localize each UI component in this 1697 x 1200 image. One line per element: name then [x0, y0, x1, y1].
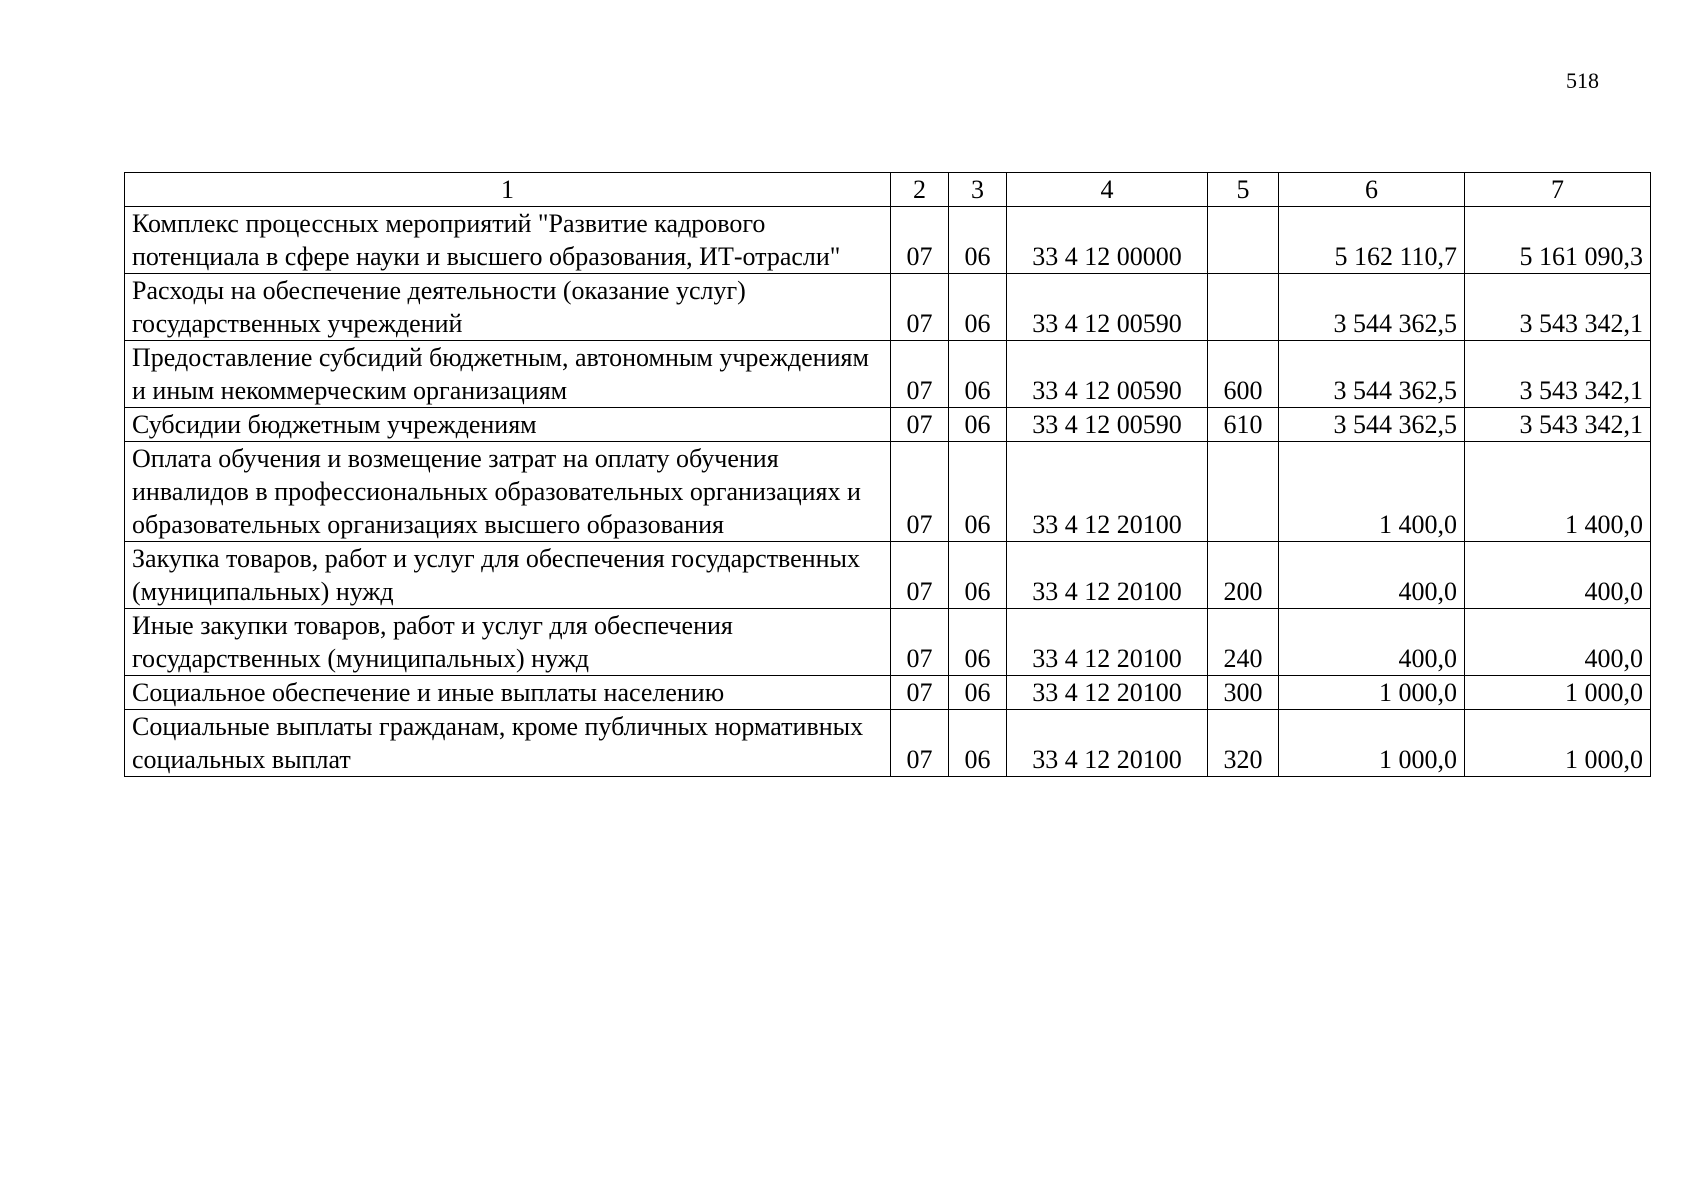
row-target-code: 33 4 12 20100 [1007, 676, 1208, 710]
row-amount-2: 5 161 090,3 [1465, 207, 1651, 274]
table-body [125, 207, 1651, 777]
row-subsection: 06 [949, 274, 1007, 341]
table-row [125, 676, 1651, 710]
row-target-code: 33 4 12 00590 [1007, 408, 1208, 442]
row-expense-type: 320 [1208, 710, 1279, 777]
row-amount-1: 400,0 [1279, 542, 1465, 609]
row-target-code: 33 4 12 20100 [1007, 710, 1208, 777]
row-section: 07 [891, 341, 949, 408]
row-amount-2: 3 543 342,1 [1465, 341, 1651, 408]
table-row [125, 274, 1651, 341]
header-row [125, 173, 1651, 207]
table-row [125, 442, 1651, 542]
row-target-code: 33 4 12 00000 [1007, 207, 1208, 274]
row-section: 07 [891, 609, 949, 676]
row-name: Социальное обеспечение и иные выплаты населению [125, 676, 891, 710]
table-row [125, 542, 1651, 609]
row-subsection: 06 [949, 408, 1007, 442]
column-header: 7 [1465, 173, 1651, 207]
row-target-code: 33 4 12 20100 [1007, 609, 1208, 676]
row-expense-type: 600 [1208, 341, 1279, 408]
row-expense-type [1208, 274, 1279, 341]
row-amount-1: 3 544 362,5 [1279, 341, 1465, 408]
row-expense-type [1208, 207, 1279, 274]
row-target-code: 33 4 12 20100 [1007, 442, 1208, 542]
row-amount-2: 400,0 [1465, 542, 1651, 609]
row-amount-1: 3 544 362,5 [1279, 274, 1465, 341]
row-expense-type: 200 [1208, 542, 1279, 609]
row-amount-1: 3 544 362,5 [1279, 408, 1465, 442]
row-amount-1: 1 400,0 [1279, 442, 1465, 542]
row-section: 07 [891, 408, 949, 442]
row-section: 07 [891, 207, 949, 274]
row-expense-type [1208, 442, 1279, 542]
row-subsection: 06 [949, 609, 1007, 676]
column-header: 3 [949, 173, 1007, 207]
row-name: Расходы на обеспечение деятельности (оказание услуг) государственных учреждений [125, 274, 891, 341]
row-subsection: 06 [949, 710, 1007, 777]
row-section: 07 [891, 676, 949, 710]
page-number: 518 [1566, 68, 1599, 93]
row-subsection: 06 [949, 442, 1007, 542]
column-header: 6 [1279, 173, 1465, 207]
row-amount-2: 1 000,0 [1465, 676, 1651, 710]
column-header: 5 [1208, 173, 1279, 207]
row-amount-2: 3 543 342,1 [1465, 408, 1651, 442]
table-row [125, 710, 1651, 777]
row-name: Субсидии бюджетным учреждениям [125, 408, 891, 442]
row-name: Иные закупки товаров, работ и услуг для обеспечения государственных (муниципальных) нужд [125, 609, 891, 676]
row-target-code: 33 4 12 00590 [1007, 341, 1208, 408]
row-amount-1: 1 000,0 [1279, 676, 1465, 710]
row-expense-type: 240 [1208, 609, 1279, 676]
row-section: 07 [891, 542, 949, 609]
row-target-code: 33 4 12 00590 [1007, 274, 1208, 341]
table-row [125, 341, 1651, 408]
row-subsection: 06 [949, 207, 1007, 274]
row-amount-1: 1 000,0 [1279, 710, 1465, 777]
row-amount-2: 3 543 342,1 [1465, 274, 1651, 341]
row-section: 07 [891, 710, 949, 777]
row-name: Комплекс процессных мероприятий "Развитие кадрового потенциала в сфере науки и высшего образования, ИТ-отрасли" [125, 207, 891, 274]
row-expense-type: 300 [1208, 676, 1279, 710]
row-amount-2: 1 400,0 [1465, 442, 1651, 542]
row-name: Оплата обучения и возмещение затрат на оплату обучения инвалидов в профессиональных образовательных организациях и образовательных организациях высшего образования [125, 442, 891, 542]
table-row [125, 207, 1651, 274]
row-expense-type: 610 [1208, 408, 1279, 442]
row-subsection: 06 [949, 676, 1007, 710]
row-amount-2: 400,0 [1465, 609, 1651, 676]
row-section: 07 [891, 274, 949, 341]
row-name: Социальные выплаты гражданам, кроме публичных нормативных социальных выплат [125, 710, 891, 777]
row-amount-2: 1 000,0 [1465, 710, 1651, 777]
row-target-code: 33 4 12 20100 [1007, 542, 1208, 609]
row-name: Предоставление субсидий бюджетным, автономным учреждениям и иным некоммерческим организациям [125, 341, 891, 408]
column-header: 1 [125, 173, 891, 207]
row-amount-1: 400,0 [1279, 609, 1465, 676]
table-row [125, 408, 1651, 442]
row-amount-1: 5 162 110,7 [1279, 207, 1465, 274]
row-name: Закупка товаров, работ и услуг для обеспечения государственных (муниципальных) нужд [125, 542, 891, 609]
column-header: 2 [891, 173, 949, 207]
row-section: 07 [891, 442, 949, 542]
table-header [125, 173, 1651, 207]
budget-table [124, 172, 1651, 777]
row-subsection: 06 [949, 542, 1007, 609]
column-header: 4 [1007, 173, 1208, 207]
table-row [125, 609, 1651, 676]
row-subsection: 06 [949, 341, 1007, 408]
